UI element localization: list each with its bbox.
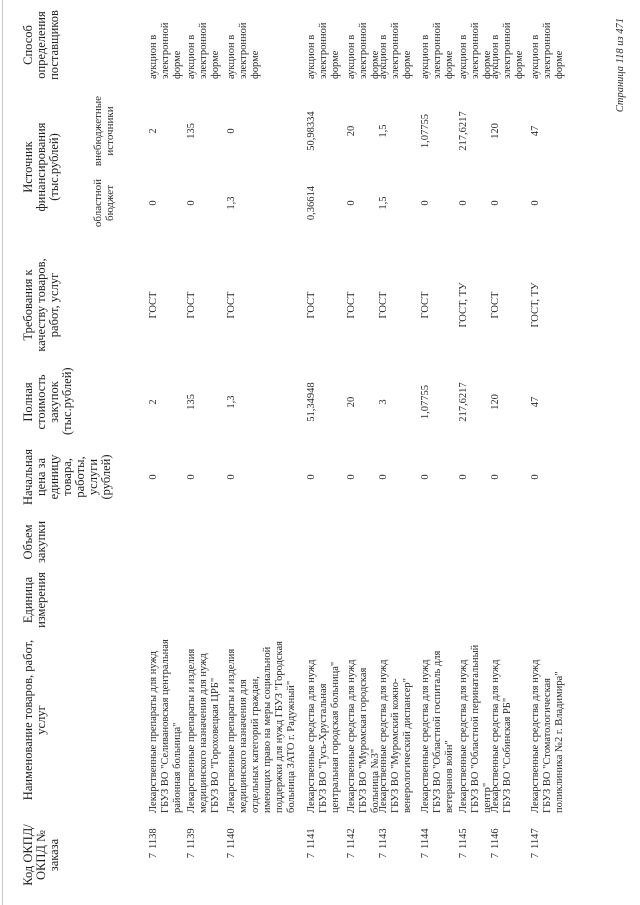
- row-budget: 0: [420, 200, 431, 206]
- row-method: аукцион в электронной форме: [530, 22, 565, 79]
- row-total: 120: [490, 394, 501, 410]
- row-price: 0: [490, 474, 501, 480]
- row-code: 7: [458, 853, 469, 859]
- row-code: 7: [378, 853, 389, 859]
- row-number: 1139: [186, 828, 197, 849]
- row-offbudget: 1,07755: [420, 113, 431, 149]
- row-code: 7: [306, 853, 317, 859]
- row-price: 0: [148, 474, 159, 480]
- row-method: аукцион в электронной форме: [378, 22, 413, 79]
- row-offbudget: 120: [490, 123, 501, 139]
- row-budget: 0,36614: [306, 185, 317, 221]
- row-total: 3: [378, 399, 389, 405]
- row-code: 7: [226, 853, 237, 859]
- row-offbudget: 217,6217: [458, 111, 469, 151]
- row-price: 0: [420, 474, 431, 480]
- header-code: Код ОКПД/ ОКПД № заказа: [21, 824, 61, 886]
- row-requirements: ГОСТ, ТУ: [458, 282, 469, 328]
- row-price: 0: [226, 474, 237, 480]
- row-code: 7: [420, 853, 431, 859]
- row-budget: 0: [458, 200, 469, 206]
- row-price: 0: [378, 474, 389, 480]
- row-offbudget: 0: [226, 128, 237, 134]
- row-number: 1144: [420, 828, 431, 849]
- row-code: 7: [530, 853, 541, 859]
- row-budget: 1,3: [226, 196, 237, 210]
- row-method: аукцион в электронной форме: [186, 22, 221, 79]
- row-total: 1,07755: [420, 384, 431, 420]
- row-requirements: ГОСТ: [148, 291, 159, 319]
- row-price: 0: [530, 474, 541, 480]
- row-name: Лекарственные средства для нужд ГБУЗ ВО "Муромская городская больница №3": [346, 659, 381, 813]
- row-total: 1,3: [226, 395, 237, 409]
- row-offbudget: 2: [148, 128, 159, 134]
- row-method: аукцион в электронной форме: [420, 22, 455, 79]
- row-name: Лекарственные средства для нужд ГБУЗ ВО "Муромский кожно-венерологический диспансер": [378, 659, 413, 813]
- row-number: 1147: [530, 828, 541, 849]
- row-code: 7: [490, 853, 501, 859]
- row-budget: 1,5: [378, 196, 389, 210]
- row-number: 1145: [458, 828, 469, 849]
- row-requirements: ГОСТ: [306, 291, 317, 319]
- row-name: Лекарственные средства для нужд ГБУЗ ВО "Областной госпиталь для ветеранов войн": [420, 650, 455, 813]
- header-method: Способ определения поставщиков: [21, 10, 61, 80]
- row-total: 2: [148, 399, 159, 405]
- row-code: 7: [346, 853, 357, 859]
- row-number: 1140: [226, 828, 237, 849]
- row-method: аукцион в электронной форме: [306, 22, 341, 79]
- row-number: 1146: [490, 828, 501, 849]
- row-code: 7: [148, 853, 159, 859]
- row-name: Лекарственные средства для нужд ГБУЗ ВО "Гусь-Хрустальная центральная городская больница": [306, 659, 341, 813]
- header-sources-offbudget: внебюджетные источники: [92, 95, 116, 167]
- row-method: аукцион в электронной форме: [148, 22, 183, 79]
- row-code: 7: [186, 853, 197, 859]
- row-number: 1138: [148, 828, 159, 849]
- header-name: Наименование товаров, работ, услуг: [21, 639, 48, 801]
- row-offbudget: 47: [530, 125, 541, 137]
- row-requirements: ГОСТ: [346, 291, 357, 319]
- row-requirements: ГОСТ: [420, 291, 431, 319]
- row-total: 47: [530, 396, 541, 408]
- row-price: 0: [346, 474, 357, 480]
- row-budget: 0: [186, 200, 197, 206]
- row-number: 1143: [378, 828, 389, 849]
- header-requirements: Требования к качеству товаров, работ, услуг: [21, 258, 61, 352]
- row-budget: 0: [346, 200, 357, 206]
- page-footer: Страница 118 из 471: [615, 18, 626, 113]
- row-total: 135: [186, 394, 197, 410]
- row-price: 0: [186, 474, 197, 480]
- row-requirements: ГОСТ: [186, 291, 197, 319]
- row-budget: 0: [490, 200, 501, 206]
- top-rule: [2, 0, 3, 905]
- row-offbudget: 135: [186, 123, 197, 139]
- header-volume: Объем закупки: [21, 520, 48, 564]
- row-name: Лекарственные препараты и изделия медицинского назначения для отдельных категорий граждан, имеющих право на меры социальной поддержки для нужд ГБУЗ "Городская больница ЗАТО г. Радужный": [226, 641, 297, 813]
- row-offbudget: 50,98334: [306, 111, 317, 151]
- row-name: Лекарственные препараты для нужд ГБУЗ ВО "Селивановская центральная районная больница": [148, 639, 183, 813]
- row-name: Лекарственные средства для нужд ГБУЗ ВО "Собинская РБ": [490, 659, 513, 813]
- row-method: аукцион в электронной форме: [226, 22, 261, 79]
- header-sources-budget: областной бюджет: [92, 178, 116, 228]
- row-number: 1142: [346, 828, 357, 849]
- row-number: 1141: [306, 828, 317, 849]
- row-requirements: ГОСТ: [226, 291, 237, 319]
- row-name: Лекарственные препараты и изделия медицинского назначения для нужд ГБУЗ ВО "Гороховецкая ЦРБ": [186, 648, 221, 813]
- row-budget: 0: [148, 200, 159, 206]
- header-price: Начальная цена за единицу товара, работы, услуги (рублей): [21, 449, 113, 505]
- row-method: аукцион в электронной форме: [490, 22, 525, 79]
- row-requirements: ГОСТ, ТУ: [530, 282, 541, 328]
- row-requirements: ГОСТ: [378, 291, 389, 319]
- row-budget: 0: [530, 200, 541, 206]
- header-sources: Источник финансирования (тыс.рублей): [21, 122, 61, 212]
- row-total: 20: [346, 396, 357, 408]
- row-method: аукцион в электронной форме: [346, 22, 381, 79]
- row-price: 0: [458, 474, 469, 480]
- row-method: аукцион в электронной форме: [458, 22, 493, 79]
- row-offbudget: 20: [346, 125, 357, 137]
- row-name: Лекарственные средства для нужд ГБУЗ ВО "Областной перинатальный центр": [458, 644, 493, 813]
- row-total: 217,6217: [458, 382, 469, 422]
- row-name: Лекарственные средства для нужд ГБУЗ ВО "Стоматологическая поликлиника №2 г. Владимира": [530, 659, 565, 813]
- row-offbudget: 1,5: [378, 124, 389, 138]
- row-price: 0: [306, 474, 317, 480]
- header-total: Полная стоимость закупок (тыс.рублей): [21, 367, 74, 435]
- header-unit: Единица измерения: [21, 572, 48, 628]
- row-total: 51,34948: [306, 382, 317, 422]
- row-requirements: ГОСТ: [490, 291, 501, 319]
